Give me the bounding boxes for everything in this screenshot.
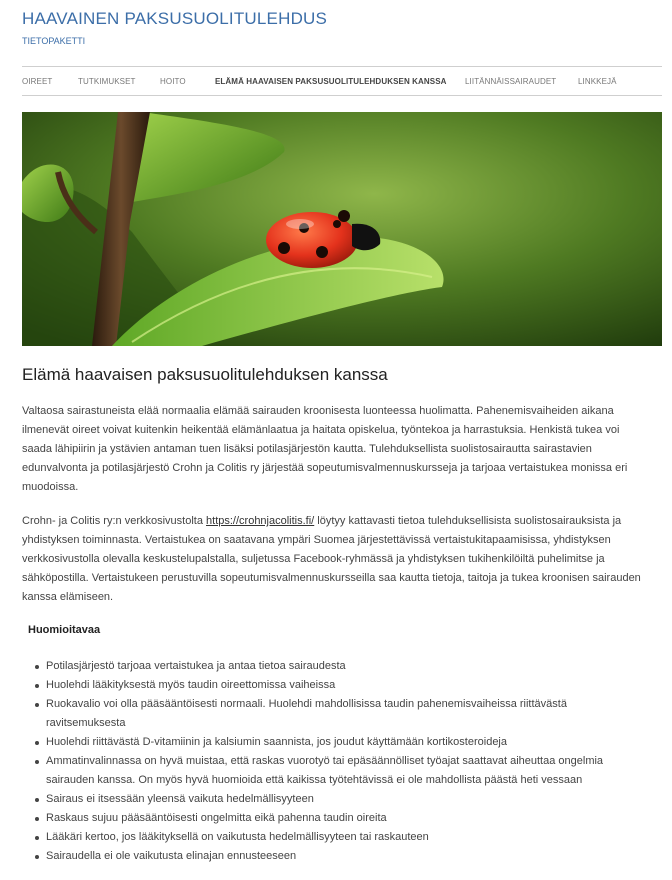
list-item: Ruokavalio voi olla pääsääntöisesti normaali. Huolehdi mahdollisissa taudin pahenemisvaiheissa riittävästä ravitsemuksesta xyxy=(46,695,626,733)
main-navigation xyxy=(22,66,662,96)
list-item: Huolehdi lääkityksestä myös taudin oireettomissa vaiheissa xyxy=(46,676,626,695)
crohn-colitis-link[interactable]: https://crohnjacolitis.fi/ xyxy=(206,515,315,527)
list-item: Raskaus sujuu pääsääntöisesti ongelmitta eikä pahenna taudin oireita xyxy=(46,809,626,828)
list-item: Sairaudella ei ole vaikutusta elinajan ennusteeseen xyxy=(46,847,626,866)
nav-item-linkkeja[interactable]: LINKKEJÄ xyxy=(578,77,617,86)
support-paragraph xyxy=(22,512,642,607)
page-title: Elämä haavaisen paksusuolitulehduksen kanssa xyxy=(22,365,388,384)
site-title[interactable]: HAAVAINEN PAKSUSUOLITULEHDUS xyxy=(22,9,328,28)
nav-item-elama[interactable]: ELÄMÄ HAAVAISEN PAKSUSUOLITULEHDUKSEN KANSSA xyxy=(215,77,447,86)
notice-list xyxy=(46,657,626,866)
nav-item-tutkimukset[interactable]: TUTKIMUKSET xyxy=(78,77,136,86)
list-item: Potilasjärjestö tarjoaa vertaistukea ja antaa tietoa sairaudesta xyxy=(46,657,626,676)
nav-item-liitannaissairaudet[interactable]: LIITÄNNÄISSAIRAUDET xyxy=(465,77,557,86)
nav-item-hoito[interactable]: HOITO xyxy=(160,77,186,86)
intro-paragraph: Valtaosa sairastuneista elää normaalia elämää sairauden kroonisesta luonteessa huolimatta. Pahenemisvaiheiden aikana ilmenevät oireet voivat kuitenkin heikentää elämänlaatua ja haitata opiskelua, työntekoa ja harrastuksia. Henkistä tukea voi saada lähipiirin ja ystävien antaman tuen lisäksi potilasjärjestön kautta. Tulehduksellista suolistosairautta sairastavien edunvalvonta ja potilasjärjestö Crohn ja Colitis ry järjestää sopeutumisvalmennuskursseja ja tarjoaa vertaistukea monissa eri muodoissa. xyxy=(22,405,628,493)
list-item: Ammatinvalinnassa on hyvä muistaa, että raskas vuorotyö tai epäsäännölliset työajat saattavat aiheuttaa ongelmia sairauden kanssa. On myös hyvä huomioida että kaikissa työtehtävissä ei ole mahdollista päästä heti vessaan xyxy=(46,752,626,790)
support-text-before: Crohn- ja Colitis ry:n verkkosivustolta xyxy=(22,515,207,527)
list-item: Huolehdi riittävästä D-vitamiinin ja kalsiumin saannista, jos joudut käyttämään kortikosteroideja xyxy=(46,733,626,752)
list-item: Lääkäri kertoo, jos lääkityksellä on vaikutusta hedelmällisyyteen tai raskauteen xyxy=(46,828,626,847)
list-item: Sairaus ei itsessään yleensä vaikuta hedelmällisyyteen xyxy=(46,790,626,809)
support-text-after: löytyy kattavasti tietoa tulehduksellisista suolistosairauksista ja yhdistyksen toiminnasta. Vertaistukea on saatavana ympäri Suomea järjestettävissä vertaistukitapaamisissa, yhdistyksen verkkosivustolla olevalla keskustelupalstalla, suljetussa Facebook-ryhmässä ja yhdistyksen tukihenkilöiltä puhelimitse ja sähköpostilla. Vertaistukeen perustuvilla sopeutumisvalmennuskursseilla saa kautta tietoja, taitoja ja tukea kroonisen sairauden kanssa elämiseen. xyxy=(22,515,641,603)
site-description: TIETOPAKETTI xyxy=(22,36,86,46)
nav-item-oireet[interactable]: OIREET xyxy=(22,77,53,86)
ladybug-on-leaf-image xyxy=(22,112,662,346)
notice-heading: Huomioitavaa xyxy=(28,624,101,636)
